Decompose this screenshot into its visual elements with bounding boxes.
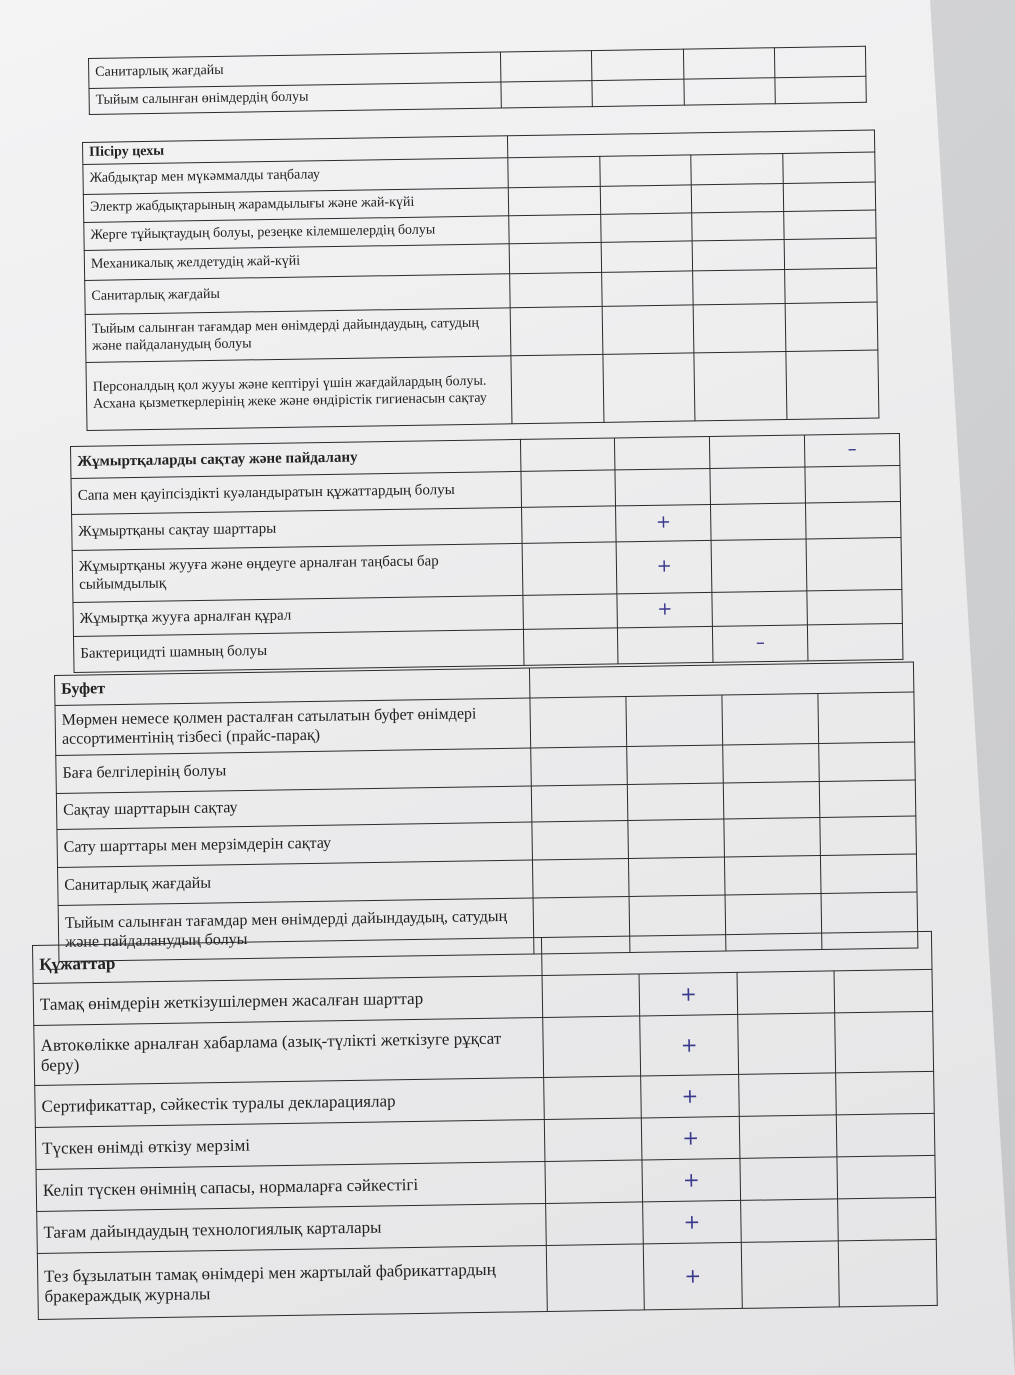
mark-cell-3 — [692, 211, 784, 240]
mark-cell-4 — [838, 1197, 936, 1241]
mark-cell-2 — [599, 155, 691, 186]
mark-cell-4 — [835, 1011, 933, 1073]
table-row — [86, 350, 879, 430]
criterion-label: Тағам дайындаудың технологиялық карталары — [37, 1203, 546, 1253]
mark-cell-3 — [739, 1073, 837, 1117]
mark-cell-2: + — [617, 592, 713, 627]
mark-cell-2: + — [616, 504, 712, 541]
criterion-label: Электр жабдықтарының жарамдылығы және жай-күйі — [83, 188, 508, 223]
checklist-section-table — [32, 931, 938, 1320]
mark-cell-2 — [615, 436, 711, 469]
mark-cell-3 — [739, 1115, 837, 1159]
mark-cell-3 — [692, 183, 784, 212]
mark-cell-1 — [521, 470, 616, 507]
mark-cell-1 — [543, 1076, 641, 1120]
mark-cell-3 — [693, 239, 785, 270]
mark-cell-4 — [820, 816, 917, 856]
mark-cell-3 — [693, 269, 785, 304]
mark-cell-1 — [520, 438, 615, 471]
mark-cell-2 — [601, 271, 693, 306]
mark-cell-1 — [546, 1244, 645, 1312]
mark-cell-1 — [530, 747, 627, 787]
mark-cell-3 — [711, 503, 806, 540]
section-title: Жұмыртқаларды сақтау және пайдалану — [71, 439, 521, 478]
mark-cell-2: + — [641, 1074, 739, 1118]
mark-cell-2 — [626, 745, 723, 785]
table-row — [37, 1239, 937, 1319]
mark-cell-3 — [712, 591, 807, 626]
mark-cell-4 — [785, 268, 877, 303]
mark-cell-4 — [820, 854, 917, 894]
mark-cell-3 — [683, 48, 775, 79]
mark-cell-1 — [508, 186, 600, 215]
mark-cell-3 — [724, 855, 821, 895]
criterion-label: Жұмыртқаны жууға және өңдеуге арналған таңбасы бар сыйымдылық — [72, 543, 523, 602]
criterion-label: Механикалық желдетудің жай-күйі — [84, 244, 509, 281]
mark-cell-3 — [684, 78, 776, 105]
criterion-label: Санитарлық жағдайы — [85, 274, 510, 315]
section-header-fill — [541, 931, 932, 975]
mark-cell-2 — [592, 49, 684, 80]
criterion-label: Тамақ өнімдерін жеткізушілермен жасалған шарттар — [33, 975, 542, 1025]
criterion-label: Персоналдың қол жууы және кептіруі үшін жағдайлардың болуы. Асхана қызметкерлерінің жеке және өндірістік гигиенасын сақтау — [86, 356, 512, 431]
criterion-label: Тыйым салынған тағамдар мен өнімдерді дайындаудың, сатудың және пайдаланудың болуы — [85, 308, 511, 363]
criterion-label: Тыйым салынған тағамдар мен өнімдерді дайындаудың, сатудың және пайдаланудың болуы — [58, 898, 533, 961]
criterion-label: Жабдықтар мен мүкәммалды таңбалау — [83, 158, 508, 195]
mark-cell-1 — [508, 156, 600, 187]
criterion-label: Санитарлық жағдайы — [89, 52, 502, 88]
criterion-label: Сапа мен қауіпсіздікті куәландыратын құжаттардың болуы — [71, 471, 521, 514]
mark-cell-4 — [774, 46, 866, 77]
mark-cell-4 — [819, 742, 916, 782]
mark-cell-4 — [806, 501, 901, 538]
mark-cell-2 — [628, 819, 725, 859]
mark-cell-1 — [521, 506, 616, 543]
mark-cell-2 — [615, 468, 711, 505]
mark-cell-2: + — [640, 1014, 739, 1076]
mark-cell-1 — [523, 594, 618, 629]
mark-cell-3 — [737, 971, 835, 1015]
mark-cell-4 — [834, 969, 932, 1013]
mark-cell-2 — [626, 695, 723, 747]
mark-cell-1 — [542, 974, 640, 1018]
checklist-section-table — [88, 46, 867, 115]
mark-cell-4 — [837, 1113, 935, 1157]
mark-cell-1 — [544, 1118, 642, 1162]
mark-cell-4 — [839, 1239, 938, 1307]
mark-cell-2: + — [643, 1200, 741, 1244]
mark-cell-1 — [530, 697, 627, 749]
mark-cell-4 — [785, 302, 878, 351]
mark-cell-2 — [618, 626, 714, 663]
mark-cell-3 — [723, 781, 820, 819]
mark-cell-3 — [694, 351, 787, 420]
mark-cell-1 — [523, 628, 618, 665]
mark-cell-3 — [741, 1241, 840, 1309]
mark-cell-1 — [545, 1202, 643, 1246]
mark-cell-2 — [628, 857, 725, 897]
mark-cell-2: + — [641, 1116, 739, 1160]
criterion-label: Автокөлікке арналған хабарлама (азық-түлікті жеткізуге рұқсат беру) — [34, 1017, 543, 1085]
mark-cell-4 — [819, 780, 916, 818]
mark-cell-1 — [531, 785, 628, 823]
criterion-label: Келіп түскен өнімнің сапасы, нормаларға сәйкестігі — [36, 1161, 545, 1211]
mark-cell-1 — [501, 81, 593, 108]
mark-cell-2: + — [642, 1158, 740, 1202]
mark-cell-4 — [807, 589, 902, 624]
mark-cell-3 — [691, 153, 783, 184]
section-title: Пісіру цехы — [83, 136, 508, 165]
mark-cell-1 — [509, 214, 601, 243]
criterion-label: Тыйым салынған өнімдердің болуы — [89, 82, 502, 114]
mark-cell-2 — [600, 213, 692, 242]
criterion-label: Бактерицидті шамның болуы — [73, 629, 523, 672]
mark-cell-1 — [532, 821, 629, 861]
checklist-section-table — [82, 130, 879, 431]
mark-cell-2: + — [639, 972, 737, 1016]
mark-cell-3 — [722, 694, 819, 746]
mark-cell-2 — [592, 79, 684, 106]
mark-cell-2 — [600, 185, 692, 214]
mark-cell-2 — [601, 241, 693, 272]
mark-cell-1 — [501, 51, 593, 82]
criterion-label: Тез бұзылатын тамақ өнімдері мен жартылай фабрикаттардың бракераждық журналы — [37, 1245, 547, 1319]
mark-cell-4 — [784, 210, 876, 239]
mark-cell-4 — [783, 152, 875, 183]
mark-cell-4 — [818, 692, 915, 744]
mark-cell-1 — [509, 242, 601, 273]
criterion-label: Мөрмен немесе қолмен расталған сатылатын буфет өнімдері ассортиментінің тізбесі (прайс-парақ) — [55, 698, 530, 755]
mark-cell-2: + — [643, 1242, 742, 1310]
mark-cell-3 — [710, 467, 805, 504]
mark-cell-4: – — [805, 433, 900, 466]
mark-cell-3 — [694, 303, 787, 352]
mark-cell-1 — [510, 306, 603, 355]
mark-cell-2 — [627, 783, 724, 821]
criterion-label: Санитарлық жағдайы — [58, 860, 533, 905]
mark-cell-4 — [775, 76, 867, 103]
mark-cell-3 — [741, 1199, 839, 1243]
mark-cell-1 — [532, 859, 629, 899]
mark-cell-4 — [783, 182, 875, 211]
checklist-section-table — [70, 433, 903, 673]
checklist-section-table — [54, 661, 918, 961]
mark-cell-4 — [808, 623, 903, 660]
mark-cell-3 — [740, 1157, 838, 1201]
mark-cell-1 — [545, 1160, 643, 1204]
mark-cell-3 — [711, 539, 807, 592]
section-title: Құжаттар — [33, 938, 542, 984]
mark-cell-3: – — [713, 625, 808, 662]
mark-cell-2: + — [616, 540, 712, 593]
criterion-label: Сату шарттары мен мерзімдерін сақтау — [57, 822, 532, 867]
criterion-label: Сақтау шарттарын сақтау — [56, 786, 531, 829]
mark-cell-4 — [806, 537, 902, 590]
mark-cell-3 — [738, 1013, 836, 1075]
criterion-label: Түскен өнімді өткізу мерзімі — [35, 1119, 544, 1169]
mark-cell-3 — [723, 743, 820, 783]
mark-cell-4 — [784, 238, 876, 269]
mark-cell-3 — [724, 817, 821, 857]
mark-cell-2 — [603, 353, 696, 422]
section-title: Буфет — [55, 668, 530, 705]
mark-cell-4 — [837, 1155, 935, 1199]
criterion-label: Жұмыртқаны сақтау шарттары — [72, 507, 522, 550]
mark-cell-2 — [602, 305, 695, 354]
mark-cell-3 — [710, 435, 805, 468]
mark-cell-1 — [511, 354, 604, 423]
mark-cell-1 — [542, 1016, 640, 1078]
mark-cell-4 — [805, 465, 900, 502]
mark-cell-4 — [836, 1071, 934, 1115]
mark-cell-1 — [522, 542, 617, 595]
criterion-label: Баға белгілерінің болуы — [56, 748, 531, 793]
criterion-label: Жерге тұйықтаудың болуы, резеңке кілемшелердің болуы — [84, 216, 509, 251]
criterion-label: Жұмыртқа жууға арналған құрал — [73, 595, 523, 636]
criterion-label: Сертификаттар, сәйкестік туралы декларациялар — [35, 1077, 544, 1127]
mark-cell-1 — [509, 272, 601, 307]
mark-cell-4 — [786, 350, 879, 419]
